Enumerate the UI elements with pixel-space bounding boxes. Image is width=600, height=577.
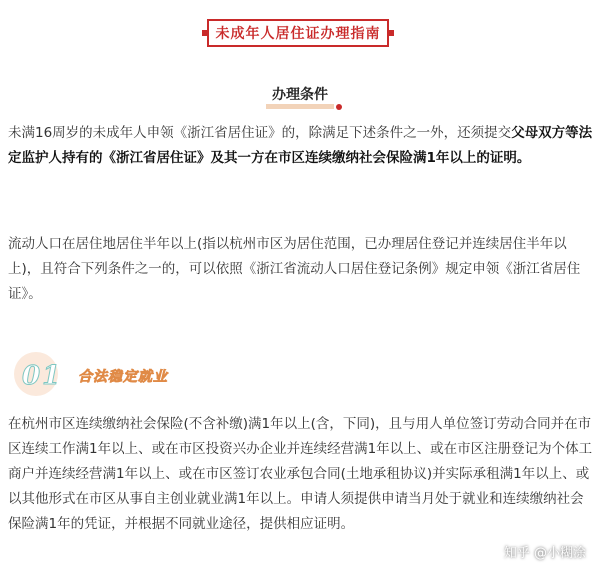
paragraph-residence-requirement: 流动人口在居住地居住半年以上(指以杭州市区为居住范围，已办理居住登记并连续居住半年以上)，且符合下列条件之一的，可以依照《浙江省流动人口居住登记条例》规定申领《浙江省居住证》。: [8, 236, 581, 302]
title-banner: [207, 19, 389, 47]
item-badge: [14, 352, 194, 396]
paragraph-text: 未满16周岁的未成年人申领《浙江省居住证》的，除满足下述条件之一外，还须提交: [8, 125, 512, 141]
watermark: 知乎 @小糊涂: [503, 546, 586, 561]
page-title: 未成年人居住证办理指南: [215, 26, 381, 42]
paragraph-employment-requirement: 在杭州市区连续缴纳社会保险(不含补缴)满1年以上(含，下同)，且与用人单位签订劳动合同并在市区连续工作满1年以上、或在市区投资兴办企业并连续经营满1年以上、或在市区注册登记为个体工商户并连续经营满1年以上、或在市区签订农业承包合同(土地承租协议)并实际承租满1年以上、或以其他形式在市区从事自主创业就业满1年以上。申请人须提供申请当月处于就业和连续缴纳社会保险满1年的凭证，并根据不同就业途径，提供相应证明。: [8, 416, 593, 532]
section-heading-dot: [336, 104, 342, 110]
section-heading-underline: [266, 104, 334, 109]
section-heading: [266, 84, 334, 106]
paragraph-guardian-requirement: [8, 121, 596, 171]
paragraph-bold-text: 父母双方等法定监护人持有的《浙江省居住证》及其一方在市区连续缴纳社会保险满1年以上的证明。: [8, 125, 593, 166]
item-label: 合法稳定就业: [78, 369, 168, 385]
section-heading-text: 办理条件: [272, 87, 328, 103]
item-number: 01: [22, 361, 63, 391]
section-heading-wrapper: [0, 84, 600, 106]
